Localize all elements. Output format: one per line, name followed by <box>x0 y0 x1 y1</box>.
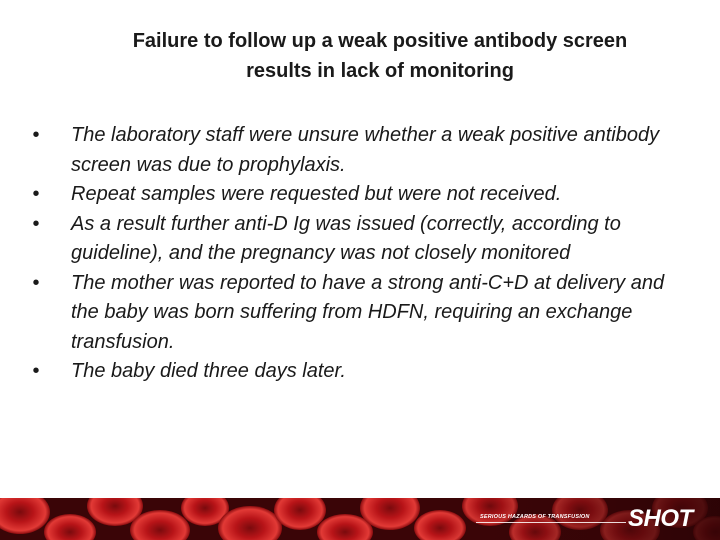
bullet-marker: • <box>32 271 40 294</box>
bullet-marker: • <box>32 183 40 205</box>
bullet-item <box>26 210 696 269</box>
bullet-marker: • <box>32 212 40 235</box>
footer-tagline: SERIOUS HAZARDS OF TRANSFUSION <box>480 514 590 520</box>
bullet-text: The mother was reported to have a strong anti-C+D at delivery and the baby was born suffering from HDFN, requiring an exchange transfusion. <box>71 271 665 353</box>
bullet-text: The baby died three days later. <box>71 360 346 382</box>
bullet-text: The laboratory staff were unsure whether a weak positive antibody screen was due to prophylaxis. <box>71 124 660 176</box>
bullet-item <box>26 269 696 358</box>
shot-logo: SHOT <box>628 505 693 532</box>
bullet-marker: • <box>32 124 40 146</box>
bullet-marker: • <box>32 360 40 382</box>
footer-banner <box>0 498 720 540</box>
bullet-item <box>26 121 696 180</box>
bullet-text: As a result further anti-D Ig was issued (correctly, according to guideline), and the pregnancy was not closely monitored <box>71 212 621 264</box>
logo-underline <box>476 522 626 523</box>
slide-title-line-2: results in lack of monitoring <box>246 60 514 82</box>
bullet-list <box>26 121 696 387</box>
bullet-item <box>26 357 696 387</box>
bullet-text: Repeat samples were requested but were not received. <box>71 183 562 205</box>
bullet-item <box>26 180 696 210</box>
blood-cells-image <box>0 498 720 540</box>
slide-title <box>40 26 720 86</box>
slide-title-line-1: Failure to follow up a weak positive antibody screen <box>132 30 628 52</box>
